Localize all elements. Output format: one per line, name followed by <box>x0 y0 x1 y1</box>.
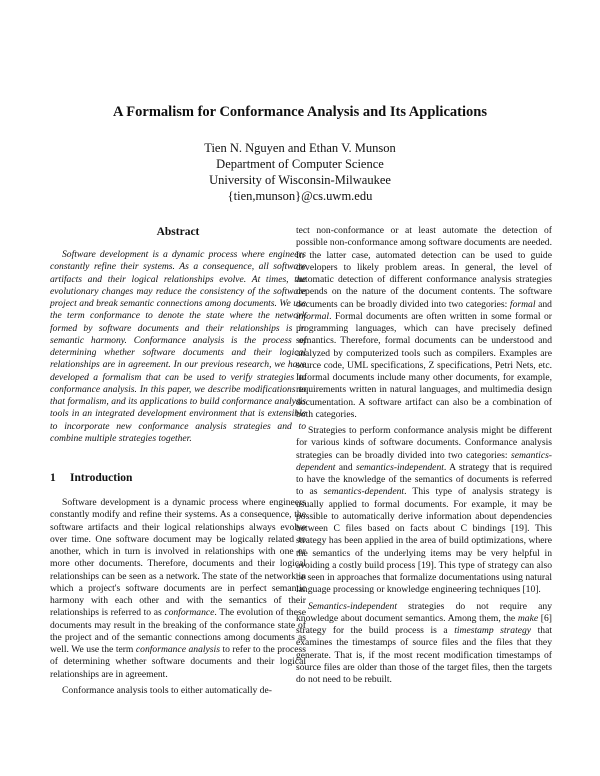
intro-paragraph-1: Software development is a dynamic process where engineers constantly modify and refine their systems. As a consequence, the software artifacts and their logical relationships always evolve over time. One software document may be logically related to another, which in turn is involved in relationships with one or more other documents. Therefore, documents and their logical relationships can be seen as a network. The state of the network in which a project's software documents are in perfect semantic harmony with each other and with the semantics of their relationships is referred to as conformance. The evolution of these documents may result in the breaking of the conformance state of the project and of the semantic connections among documents as well. We use the term conformance analysis to refer to the process of determining whether software documents and their logical relationships are in agreement. <box>50 497 306 680</box>
university: University of Wisconsin-Milwaukee <box>209 173 391 187</box>
left-column <box>50 225 306 697</box>
abstract-heading: Abstract <box>156 226 200 238</box>
right-paragraph-1: tect non-conformance or at least automate the detection of possible non-conformance among software documents are needed. In the latter case, automated detection can be used to guide developers to likely problem areas. In general, the level of automatic detection of different conformance analysis strategies depends on the nature of the document contents. The software documents can be broadly divided into two categories: formal and informal. Formal documents are often written in some formal or programming languages, which can have precisely defined semantics. Therefore, formal documents can be understood and analyzed by computerized tools such as compilers. Examples are source code, UML specifications, Z specifications, Petri Nets, etc. Informal documents include many other documents, for example, requirements written in natural languages, and multimedia design documentation. A software artifact can also be a combination of both categories. <box>296 225 552 420</box>
author-email: {tien,munson}@cs.uwm.edu <box>227 189 373 203</box>
author-names: Tien N. Nguyen and Ethan V. Munson <box>204 141 396 155</box>
paper-title: A Formalism for Conformance Analysis and Its Applications <box>113 104 487 120</box>
right-column <box>296 225 552 686</box>
author-block <box>0 140 600 204</box>
abstract-text: Software development is a dynamic process where engineers constantly refine their systems. As a consequence, all software artifacts and their logical relationships evolve. At times, the evolutionary changes may reduce the consistency of the software project and break semantic connections among documents. We use the term conformance to denote the state where the network formed by software documents and their relationships is in semantic harmony. Conformance analysis is the process of determining whether software documents and their logical relationships are in agreement. In our previous research, we have developed a formalism that can be used to verify strategies to conformance analysis. In this paper, we describe modifications to that formalism, and its applications to build conformance analysis tools in an integrated development environment that is extensible to incorporate new conformance analysis strategies and to combine multiple strategies together. <box>50 249 306 444</box>
section-heading-introduction <box>50 471 306 485</box>
department: Department of Computer Science <box>216 157 384 171</box>
section-number: 1 <box>50 472 56 484</box>
intro-paragraph-2: Conformance analysis tools to either automatically de- <box>62 684 272 696</box>
right-paragraph-2: Strategies to perform conformance analysis might be different for various kinds of software documents. Conformance analysis strategies can be broadly divided into two categories: semantics-dependent and semantics-independent. A strategy that is required to have the knowledge of the semantics of documents is referred to as semantics-dependent. This type of analysis strategy is usually applied to formal documents. For example, it may be possible to automatically derive information about dependencies between C files based on facts about C bindings [19]. This strategy has been applied in the area of build optimizations, where the semantics of the underlying items may be very helpful in avoiding a costly build process [19]. This type of strategy can also be seen in approaches that formalize documentations using natural language processing or knowledge engineering techniques [10]. <box>296 425 552 596</box>
section-title: Introduction <box>70 472 133 484</box>
right-paragraph-3: Semantics-independent strategies do not require any knowledge about document semantics. Among them, the make [6] strategy for the build process is a timestamp strategy that examines the timestamps of source files and the files that they generate. That is, if the most recent modification timestamps of source files are older than those of the target files, then the targets do not need to be rebuilt. <box>296 600 552 685</box>
